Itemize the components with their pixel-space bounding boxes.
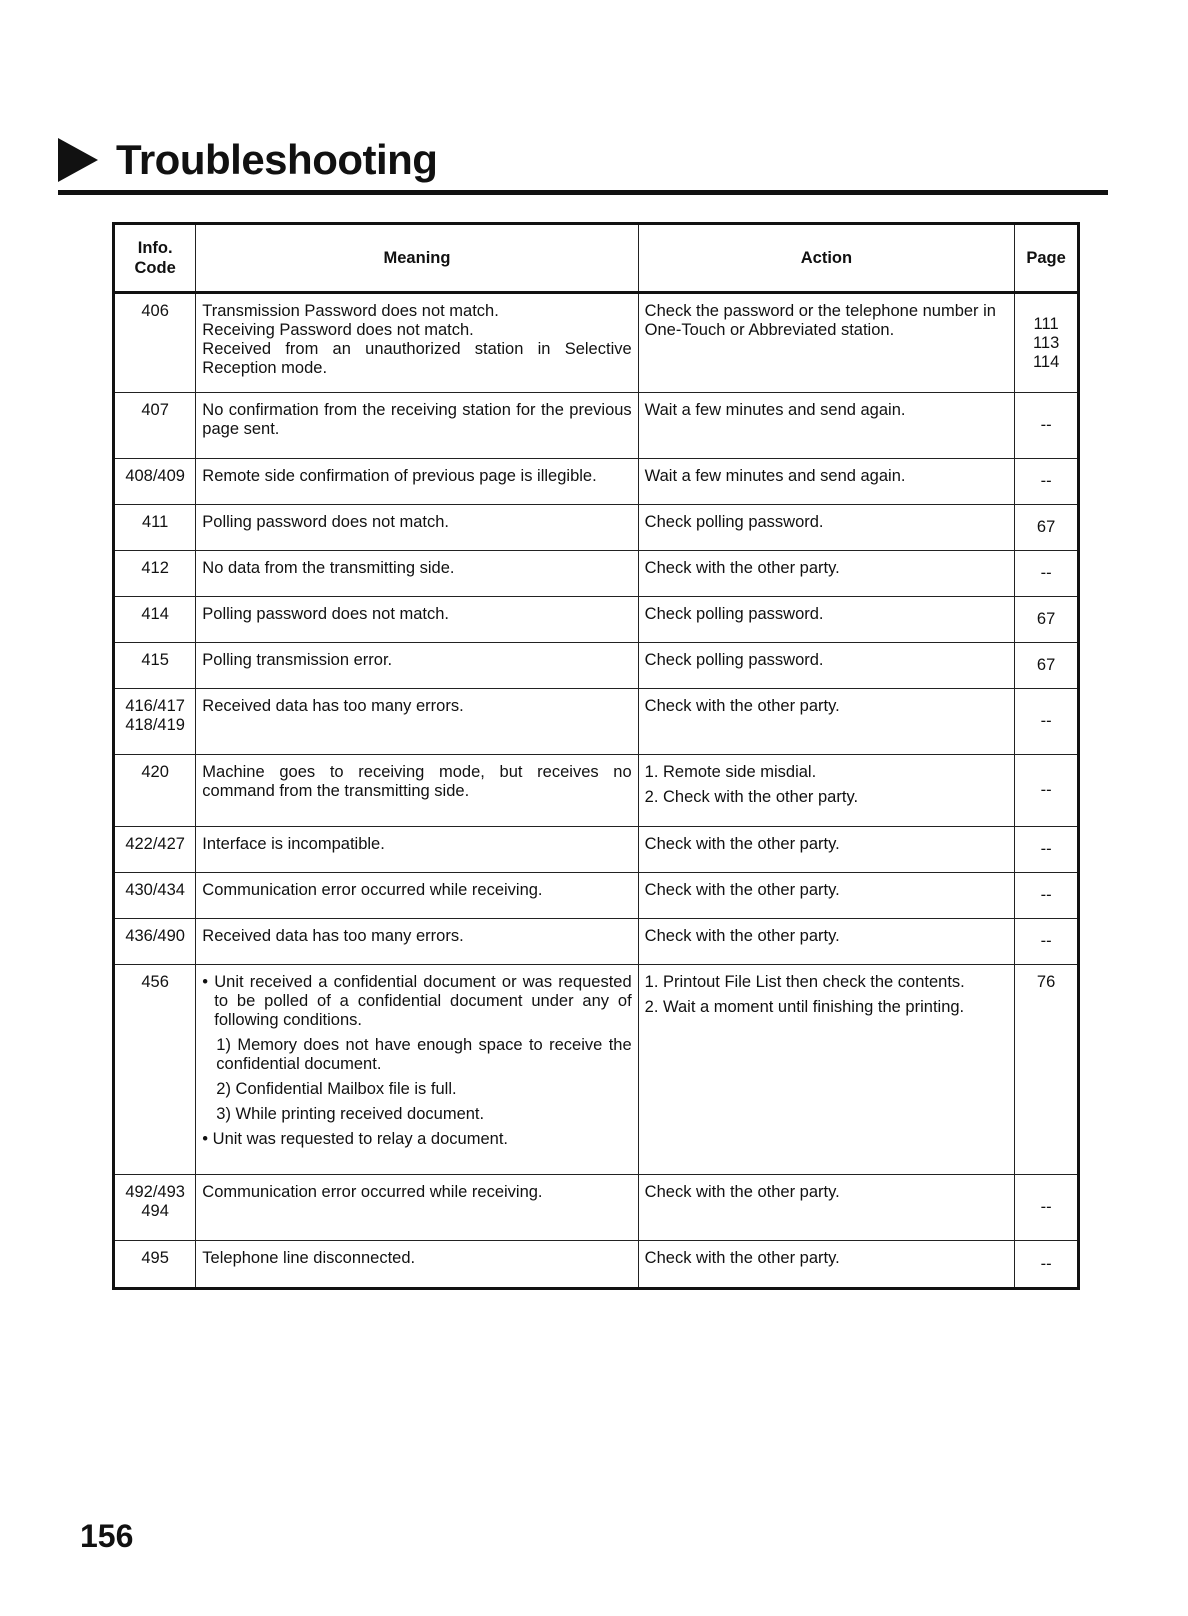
action-text: Check with the other party. — [644, 1183, 840, 1201]
code-value: 492/493 — [125, 1183, 185, 1201]
action-text: Check the password or the telephone number in One-Touch or Abbreviated station. — [644, 302, 996, 339]
meaning-cell — [196, 873, 638, 919]
page-ref: 113 — [1032, 333, 1060, 352]
action-text: Check with the other party. — [644, 881, 840, 899]
meaning-cell — [196, 393, 638, 459]
page-cell — [1015, 919, 1079, 965]
meaning-cell — [196, 643, 638, 689]
page-ref: -- — [1040, 1198, 1052, 1216]
code-value: 411 — [141, 513, 169, 531]
action-cell — [638, 393, 1015, 459]
action-text: Check with the other party. — [644, 1249, 840, 1267]
code-value: 494 — [141, 1202, 169, 1220]
action-text: 2. Check with the other party. — [644, 788, 859, 806]
code-header-line2: Code — [134, 259, 176, 277]
table-row — [114, 873, 1079, 919]
code-cell — [114, 459, 196, 505]
code-cell — [114, 505, 196, 551]
page-ref: 76 — [1036, 973, 1056, 991]
page-cell — [1015, 393, 1079, 459]
action-text: Check polling password. — [644, 513, 824, 531]
page-ref: -- — [1040, 781, 1052, 799]
meaning-cell — [196, 755, 638, 827]
code-cell — [114, 293, 196, 393]
page-ref: -- — [1040, 1254, 1052, 1273]
action-cell — [638, 1175, 1015, 1241]
table-row — [114, 1241, 1079, 1289]
meaning-text: Received data has too many errors. — [202, 927, 464, 945]
action-cell — [638, 1241, 1015, 1289]
page-ref: 67 — [1036, 610, 1056, 628]
action-cell — [638, 551, 1015, 597]
meaning-cell — [196, 689, 638, 755]
meaning-text: Communication error occurred while receiving. — [202, 881, 543, 899]
page-ref: -- — [1040, 416, 1052, 434]
meaning-text: Interface is incompatible. — [202, 835, 385, 853]
meaning-cell — [196, 551, 638, 597]
code-cell — [114, 827, 196, 873]
troubleshooting-table-container — [112, 222, 1080, 1290]
code-cell — [114, 1241, 196, 1289]
code-value: 422/427 — [125, 835, 185, 853]
code-value: 415 — [141, 651, 169, 669]
code-value: 414 — [141, 605, 169, 623]
action-text: Wait a few minutes and send again. — [644, 401, 906, 419]
code-value: 495 — [141, 1249, 169, 1267]
meaning-bullet: • Unit was requested to relay a document. — [202, 1130, 508, 1148]
table-body — [114, 293, 1079, 1289]
code-header-line1: Info. — [137, 239, 173, 257]
action-cell — [638, 827, 1015, 873]
meaning-cell — [196, 827, 638, 873]
action-text: 1. Remote side misdial. — [644, 763, 817, 781]
code-value: 436/490 — [125, 927, 185, 945]
code-cell — [114, 393, 196, 459]
page-cell — [1015, 873, 1079, 919]
code-value: 408/409 — [125, 467, 185, 485]
table-row — [114, 505, 1079, 551]
page-cell — [1015, 755, 1079, 827]
action-cell — [638, 505, 1015, 551]
action-cell — [638, 293, 1015, 393]
meaning-text: Telephone line disconnected. — [202, 1249, 416, 1267]
column-header-code — [114, 224, 196, 293]
page-cell — [1015, 293, 1079, 393]
meaning-text: Communication error occurred while receiving. — [202, 1183, 543, 1201]
page-ref: 114 — [1032, 352, 1060, 371]
triangle-arrow-icon — [58, 138, 98, 182]
code-cell — [114, 551, 196, 597]
meaning-cell — [196, 505, 638, 551]
page-ref: -- — [1040, 564, 1052, 582]
meaning-text: Receiving Password does not match. — [202, 321, 474, 339]
page-ref: -- — [1040, 712, 1052, 730]
meaning-cell — [196, 597, 638, 643]
page-number: 156 — [80, 1518, 134, 1554]
action-text: 2. Wait a moment until finishing the printing. — [644, 998, 965, 1016]
table-row — [114, 689, 1079, 755]
table-row — [114, 1175, 1079, 1241]
page-ref: 67 — [1036, 656, 1056, 674]
meaning-text: No data from the transmitting side. — [202, 559, 455, 577]
page-cell — [1015, 965, 1079, 1175]
action-cell — [638, 919, 1015, 965]
meaning-text: Polling password does not match. — [202, 605, 450, 623]
page-cell — [1015, 505, 1079, 551]
code-value: 407 — [141, 401, 169, 419]
meaning-text: Received from an unauthorized station in Selective Reception mode. — [202, 340, 632, 377]
meaning-text: Transmission Password does not match. — [202, 302, 499, 320]
code-cell — [114, 1175, 196, 1241]
table-row — [114, 459, 1079, 505]
page-title: Troubleshooting — [116, 136, 438, 183]
page-cell — [1015, 1241, 1079, 1289]
code-value: 412 — [141, 559, 169, 577]
page-cell — [1015, 459, 1079, 505]
code-cell — [114, 873, 196, 919]
page-cell — [1015, 827, 1079, 873]
code-value: 416/417 — [125, 697, 185, 715]
action-cell — [638, 965, 1015, 1175]
action-cell — [638, 597, 1015, 643]
meaning-cell — [196, 1175, 638, 1241]
table-row — [114, 597, 1079, 643]
table-row — [114, 293, 1079, 393]
meaning-text: No confirmation from the receiving station for the previous page sent. — [202, 401, 632, 438]
title-underline — [58, 190, 1108, 195]
code-cell — [114, 597, 196, 643]
action-cell — [638, 643, 1015, 689]
table-row — [114, 643, 1079, 689]
page-cell — [1015, 551, 1079, 597]
page-cell — [1015, 689, 1079, 755]
action-text: Wait a few minutes and send again. — [644, 467, 906, 485]
meaning-sub-item: 1) Memory does not have enough space to receive the confidential document. — [216, 1036, 632, 1073]
table-row — [114, 919, 1079, 965]
column-header-page: Page — [1015, 224, 1079, 293]
table-row — [114, 551, 1079, 597]
action-text: Check with the other party. — [644, 559, 840, 577]
page-ref: 111 — [1033, 314, 1059, 333]
meaning-text: Polling password does not match. — [202, 513, 450, 531]
page-cell — [1015, 643, 1079, 689]
action-text: Check with the other party. — [644, 927, 840, 945]
meaning-cell — [196, 965, 638, 1175]
page-ref: -- — [1040, 932, 1052, 950]
table-row — [114, 393, 1079, 459]
code-cell — [114, 965, 196, 1175]
page-cell — [1015, 597, 1079, 643]
action-cell — [638, 689, 1015, 755]
meaning-cell — [196, 919, 638, 965]
meaning-sub-item: 2) Confidential Mailbox file is full. — [216, 1080, 457, 1098]
page-cell — [1015, 1175, 1079, 1241]
action-text: Check polling password. — [644, 651, 824, 669]
code-value: 456 — [141, 973, 169, 991]
code-value: 406 — [141, 302, 169, 320]
troubleshooting-table — [112, 222, 1080, 1290]
column-header-action: Action — [638, 224, 1015, 293]
page-ref: -- — [1040, 840, 1052, 858]
meaning-cell — [196, 459, 638, 505]
table-row — [114, 965, 1079, 1175]
meaning-cell — [196, 293, 638, 393]
code-cell — [114, 919, 196, 965]
action-text: Check with the other party. — [644, 835, 840, 853]
code-value: 420 — [141, 763, 169, 781]
code-cell — [114, 755, 196, 827]
column-header-meaning: Meaning — [196, 224, 638, 293]
action-cell — [638, 459, 1015, 505]
page-ref: -- — [1040, 472, 1052, 490]
meaning-text: Machine goes to receiving mode, but receives no command from the transmitting side. — [202, 763, 632, 800]
table-row — [114, 755, 1079, 827]
code-value: 430/434 — [125, 881, 185, 899]
meaning-text: Received data has too many errors. — [202, 697, 464, 715]
meaning-cell — [196, 1241, 638, 1289]
meaning-sub-item: 3) While printing received document. — [216, 1105, 485, 1123]
meaning-bullet: • Unit received a confidential document or was requested to be polled of a confidential document under any of following conditions. — [202, 973, 632, 1029]
action-cell — [638, 873, 1015, 919]
meaning-text: Polling transmission error. — [202, 651, 393, 669]
code-cell — [114, 689, 196, 755]
table-header-row — [114, 224, 1079, 293]
page-ref: -- — [1040, 886, 1052, 904]
code-value: 418/419 — [125, 716, 185, 734]
page-ref: 67 — [1036, 518, 1056, 536]
table-row — [114, 827, 1079, 873]
action-text: Check with the other party. — [644, 697, 840, 715]
action-cell — [638, 755, 1015, 827]
action-text: Check polling password. — [644, 605, 824, 623]
code-cell — [114, 643, 196, 689]
action-text: 1. Printout File List then check the contents. — [644, 973, 965, 991]
meaning-text: Remote side confirmation of previous page is illegible. — [202, 467, 597, 485]
